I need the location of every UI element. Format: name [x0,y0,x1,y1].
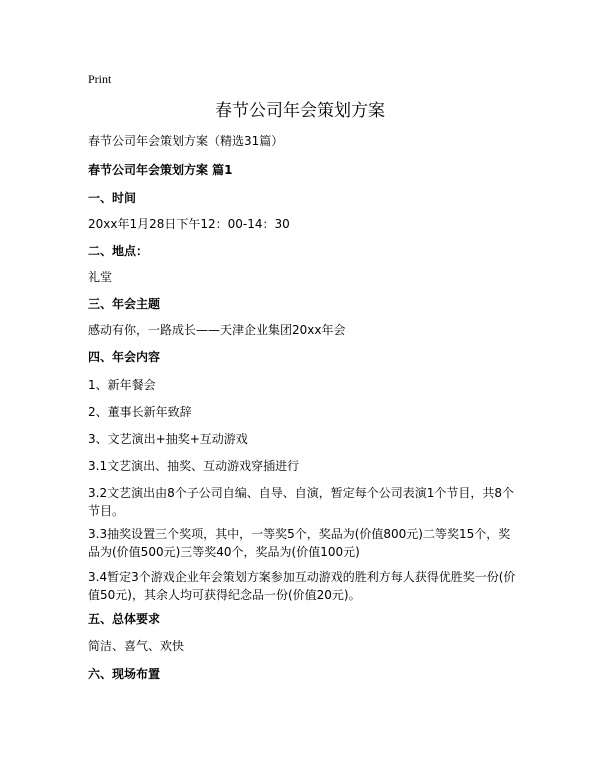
time-text: 20xx年1月28日下午12：00-14：30 [88,217,290,231]
heading-requirements: 五、总体要求 [88,612,161,626]
requirements-text: 简洁、喜气、欢快 [88,639,185,653]
content-item: 3、文艺演出+抽奖+互动游戏 [88,432,248,446]
heading-location: 二、地点： [88,244,149,258]
heading-content: 四、年会内容 [88,350,161,364]
content-item: 2、董事长新年致辞 [88,405,192,419]
content-item: 3.1文艺演出、抽奖、互动游戏穿插进行 [88,459,300,473]
content-item: 1、新年餐会 [88,378,156,392]
document-title: 春节公司年会策划方案 [215,101,385,121]
heading-layout: 六、现场布置 [88,667,161,681]
subtitle: 春节公司年会策划方案（精选31篇） [88,134,284,148]
theme-text: 感动有你，一路成长——天津企业集团20xx年会 [88,323,346,337]
location-text: 礼堂 [88,270,113,284]
content-item: 3.2文艺演出由8个子公司自编、自导、自演，暂定每个公司表演1个节目，共8个节目。 [88,486,514,518]
content-item: 3.3抽奖设置三个奖项，其中，一等奖5个，奖品为(价值800元)二等奖15个，奖品为(价值500元)三等奖40个，奖品为(价值100元) [88,527,511,559]
heading-time: 一、时间 [88,191,137,205]
content-item: 3.4暂定3个游戏企业年会策划方案参加互动游戏的胜利方每人获得优胜奖一份(价值50元)，其余人均可获得纪念品一份(价值20元)。 [88,570,516,602]
heading-theme: 三、年会主题 [88,297,161,311]
print-label[interactable]: Print [88,72,112,86]
section-title: 春节公司年会策划方案 篇1 [88,163,233,177]
